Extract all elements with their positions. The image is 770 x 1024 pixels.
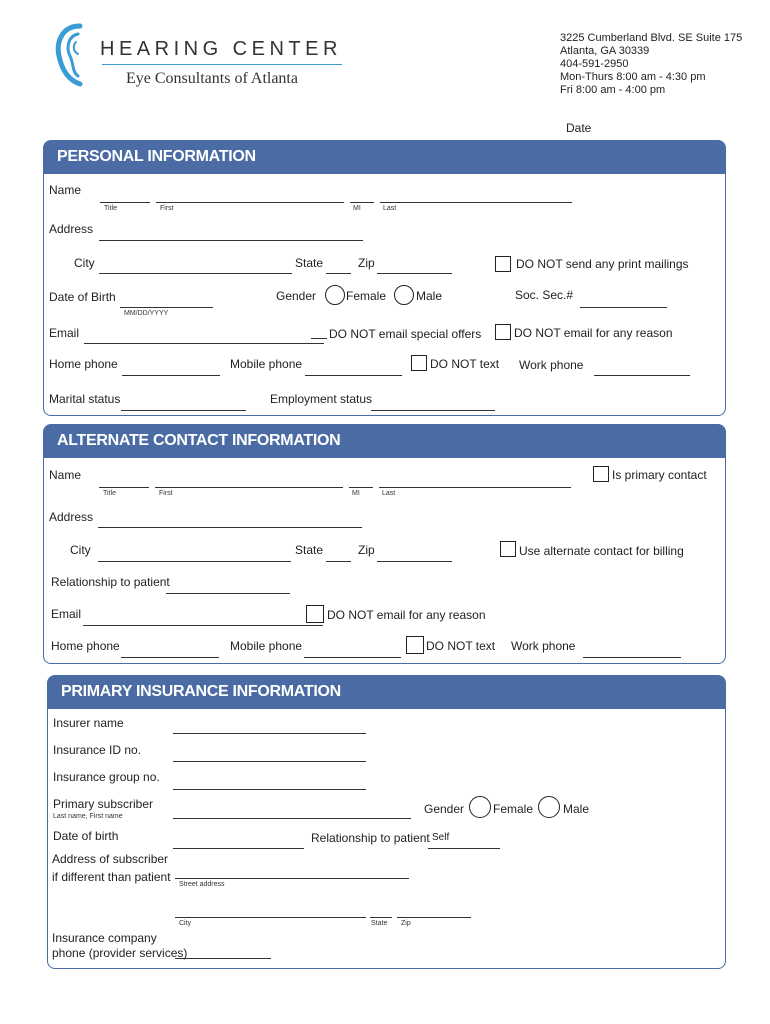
no-print-mail-label: DO NOT send any print mailings [516,257,689,271]
alt-name-mi-sub: MI [352,490,360,497]
street-address-field[interactable] [175,878,409,879]
mobile-phone-field[interactable] [305,375,402,376]
city-field[interactable] [99,273,292,274]
alt-zip-field[interactable] [377,561,452,562]
date-label: Date [566,121,592,135]
alt-city-label: City [70,543,91,557]
alt-email-label: Email [51,607,82,621]
ins-dob-label: Date of birth [53,829,119,843]
subscriber-address-label-1: Address of subscriber [52,852,169,866]
alt-name-mi-field[interactable] [349,487,373,488]
employment-status-label: Employment status [270,392,373,406]
ins-gender-label: Gender [424,802,465,816]
sub-zip-field[interactable] [397,917,471,918]
logo [50,20,350,95]
email-field[interactable] [84,343,324,344]
alt-email-field[interactable] [83,625,323,626]
dob-label: Date of Birth [49,290,116,304]
employment-status-field[interactable] [371,410,495,411]
ins-male-radio[interactable] [538,796,560,818]
ins-female-radio[interactable] [469,796,491,818]
mobile-phone-label: Mobile phone [230,357,303,371]
male-label: Male [416,289,443,303]
dob-field[interactable] [120,307,213,308]
name-first-sub: First [160,205,174,212]
alt-address-field[interactable] [98,527,362,528]
insurance-phone-field[interactable] [175,958,271,959]
no-print-mail-checkbox[interactable] [495,256,511,272]
female-label: Female [346,289,387,303]
name-last-sub: Last [383,205,397,212]
no-email-any-label: DO NOT email for any reason [514,326,673,340]
alt-name-title-sub: Title [103,490,116,497]
alt-mobile-phone-label: Mobile phone [230,639,303,653]
insurer-name-field[interactable] [173,733,366,734]
section-header [48,676,725,709]
female-radio[interactable] [325,285,345,305]
primary-contact-checkbox[interactable] [593,466,609,482]
primary-subscriber-field[interactable] [173,818,411,819]
alt-work-phone-label: Work phone [511,639,576,653]
name-mi-field[interactable] [350,202,374,203]
alt-name-first-sub: First [159,490,173,497]
primary-contact-label: Is primary contact [612,468,707,482]
ssn-label: Soc. Sec.# [515,288,574,302]
address-line-3: 404-591-2950 [560,58,629,70]
alt-address-label: Address [49,510,94,524]
alt-no-text-label: DO NOT text [426,639,496,653]
ins-relationship-label: Relationship to patient [311,831,430,845]
section-header [44,141,725,174]
ear-logo-icon [50,20,100,90]
ssn-field[interactable] [580,307,667,308]
section-header [44,425,725,458]
insurance-id-field[interactable] [173,761,366,762]
section-title: PERSONAL INFORMATION [57,148,256,165]
ins-relationship-field[interactable] [428,848,500,849]
name-title-field[interactable] [100,202,150,203]
marital-status-label: Marital status [49,392,121,406]
alt-home-phone-field[interactable] [121,657,219,658]
work-phone-label: Work phone [519,358,584,372]
marital-status-field[interactable] [121,410,246,411]
no-special-offers-blank[interactable] [311,338,327,339]
email-label: Email [49,326,80,340]
alt-state-field[interactable] [326,561,351,562]
male-radio[interactable] [394,285,414,305]
alt-name-title-field[interactable] [99,487,149,488]
zip-label: Zip [358,256,375,270]
no-email-any-checkbox[interactable] [495,324,511,340]
alt-name-label: Name [49,468,82,482]
subscriber-address-label-2: if different than patient [52,870,171,884]
street-address-sub: Street address [179,881,225,888]
alt-name-first-field[interactable] [155,487,343,488]
logo-subtitle: Eye Consultants of Atlanta [126,70,298,87]
billing-label: Use alternate contact for billing [519,544,684,558]
no-text-label: DO NOT text [430,357,500,371]
home-phone-label: Home phone [49,357,118,371]
group-no-field[interactable] [173,789,366,790]
section-title: PRIMARY INSURANCE INFORMATION [61,683,341,700]
address-line-4: Mon-Thurs 8:00 am - 4:30 pm [560,71,706,83]
alt-zip-label: Zip [358,543,375,557]
alt-mobile-phone-field[interactable] [304,657,401,658]
alt-name-last-sub: Last [382,490,396,497]
sub-city-field[interactable] [175,917,366,918]
alt-name-last-field[interactable] [379,487,571,488]
home-phone-field[interactable] [122,375,220,376]
city-label: City [74,256,95,270]
name-last-field[interactable] [380,202,572,203]
name-label: Name [49,183,82,197]
dob-format-sub: MM/DD/YYYY [124,310,169,317]
alt-state-label: State [295,543,324,557]
address-line-1: 3225 Cumberland Blvd. SE Suite 175 [560,32,743,44]
zip-field[interactable] [377,273,452,274]
ins-female-label: Female [493,802,534,816]
address-field[interactable] [99,240,363,241]
no-text-checkbox[interactable] [411,355,427,371]
ins-dob-field[interactable] [173,848,304,849]
insurance-phone-label-2: phone (provider services) [52,946,188,960]
ins-relationship-value[interactable]: Self [432,832,450,843]
billing-checkbox[interactable] [500,541,516,557]
name-first-field[interactable] [156,202,344,203]
alt-city-field[interactable] [98,561,291,562]
name-mi-sub: MI [353,205,361,212]
insurer-name-label: Insurer name [53,716,124,730]
alt-no-email-label: DO NOT email for any reason [327,608,486,622]
gender-label: Gender [276,289,317,303]
logo-divider [102,64,342,65]
relationship-label: Relationship to patient [51,575,170,589]
address-line-5: Fri 8:00 am - 4:00 pm [560,84,666,96]
relationship-field[interactable] [166,593,290,594]
section-title: ALTERNATE CONTACT INFORMATION [57,432,341,449]
no-special-offers-label: DO NOT email special offers [329,327,482,341]
sub-city-sub: City [179,920,192,927]
sub-state-sub: State [371,920,388,927]
state-field[interactable] [326,273,351,274]
alt-no-text-checkbox[interactable] [406,636,424,654]
alt-home-phone-label: Home phone [51,639,120,653]
alt-no-email-checkbox[interactable] [306,605,324,623]
insurance-id-label: Insurance ID no. [53,743,142,757]
address-line-2: Atlanta, GA 30339 [560,45,650,57]
primary-subscriber-label: Primary subscriber [53,797,154,811]
address-label: Address [49,222,94,236]
alt-work-phone-field[interactable] [583,657,681,658]
insurance-phone-label-1: Insurance company [52,931,157,945]
logo-title: HEARING CENTER [100,38,342,60]
group-no-label: Insurance group no. [53,770,160,784]
state-label: State [295,256,324,270]
subscriber-sub: Last name, First name [53,813,123,820]
work-phone-field[interactable] [594,375,690,376]
sub-state-field[interactable] [370,917,392,918]
sub-zip-sub: Zip [401,920,411,927]
ins-male-label: Male [563,802,590,816]
name-title-sub: Title [104,205,117,212]
